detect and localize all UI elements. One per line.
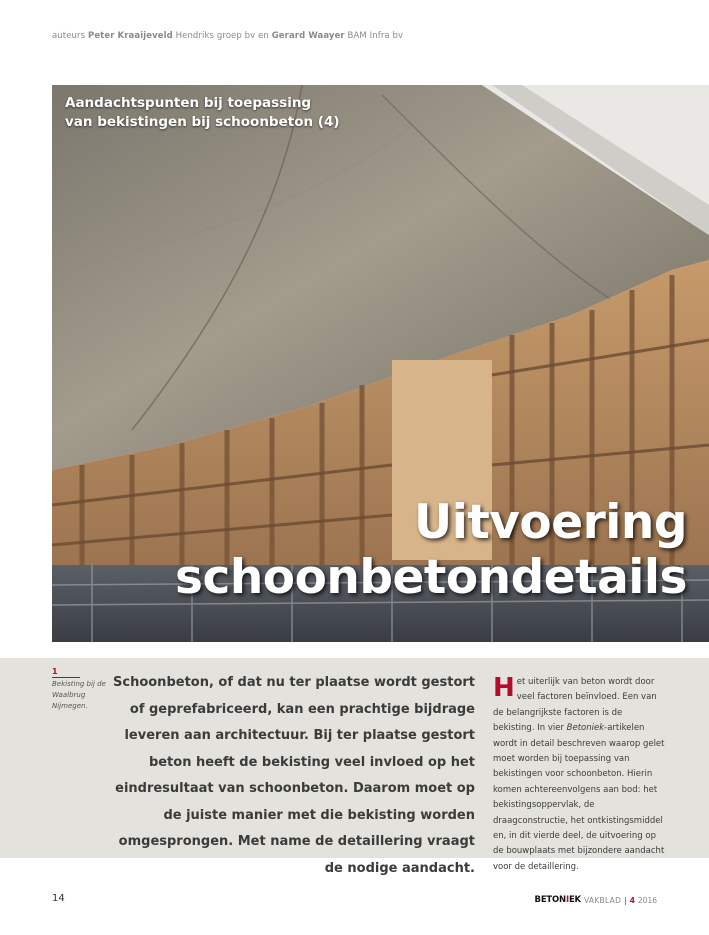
author-org-1: Hendriks groep bv en (175, 31, 269, 41)
title-line-2: schoonbetondetails (175, 550, 687, 605)
betoniek-logo (535, 895, 581, 905)
logo-part-c: EK (568, 895, 581, 905)
title-line-1: Uitvoering (414, 495, 687, 550)
intro-paragraph (493, 675, 665, 875)
caption-rule (52, 677, 80, 678)
footer-separator: | (624, 895, 627, 905)
lead-paragraph: Schoonbeton, of dat nu ter plaatse wordt gestort of geprefabriceerd, kan een prachtige bijdrage leveren aan architectuur. Bij ter plaatse gestort beton heeft de bekisting veel invloed op het eindresultaat van schoonbeton. Daarom moet op de juiste manier met die bekisting worden omgesprongen. Met name de detaillering vraagt de nodige aandacht. (113, 675, 475, 876)
logo-part-a: BETON (534, 895, 566, 905)
issue-number: 4 (629, 895, 635, 905)
kicker-line-1: Aandachtspunten bij toepassing (65, 95, 312, 111)
authors-prefix: auteurs (52, 31, 86, 41)
article-kicker (65, 94, 340, 132)
author-name-2: Gerard Waayer (271, 31, 345, 41)
issue-year: 2016 (637, 895, 657, 905)
footer-masthead (535, 895, 657, 905)
intro-text-after: -artikelen wordt in detail beschreven waarop gelet moet worden bij toepassing van bekistingen voor schoonbeton. Hierin komen achtereenvolgens aan bod: het bekistingsoppervlak, de draagconstructie, het ontkistingsmiddel en, in dit vierde deel, de uitvoering op de bouwplaats met bijzondere aandacht voor de detaillering. (493, 723, 665, 872)
figure-caption: Bekisting bij de Waalbrug Nijmegen. (52, 680, 106, 710)
dropcap: H (493, 673, 515, 703)
hero-photo (52, 85, 709, 642)
kicker-line-2: van bekistingen bij schoonbeton (4) (65, 114, 340, 130)
intro-text-before: et uiterlijk van beton wordt door veel factoren beïnvloed. Een van de belangrijkste factoren is de bekisting. In vier (493, 677, 657, 734)
logo-part-b: I (565, 895, 569, 905)
author-org-2: BAM Infra bv (347, 31, 404, 41)
authors-line (52, 31, 403, 41)
article-title (175, 495, 687, 605)
author-name-1: Peter Kraaijeveld (87, 31, 173, 41)
vakblad-label: VAKBLAD (583, 895, 622, 905)
caption-number: 1 (52, 667, 58, 676)
page-number: 14 (52, 893, 65, 904)
intro-emphasis: Betoniek (566, 723, 605, 734)
